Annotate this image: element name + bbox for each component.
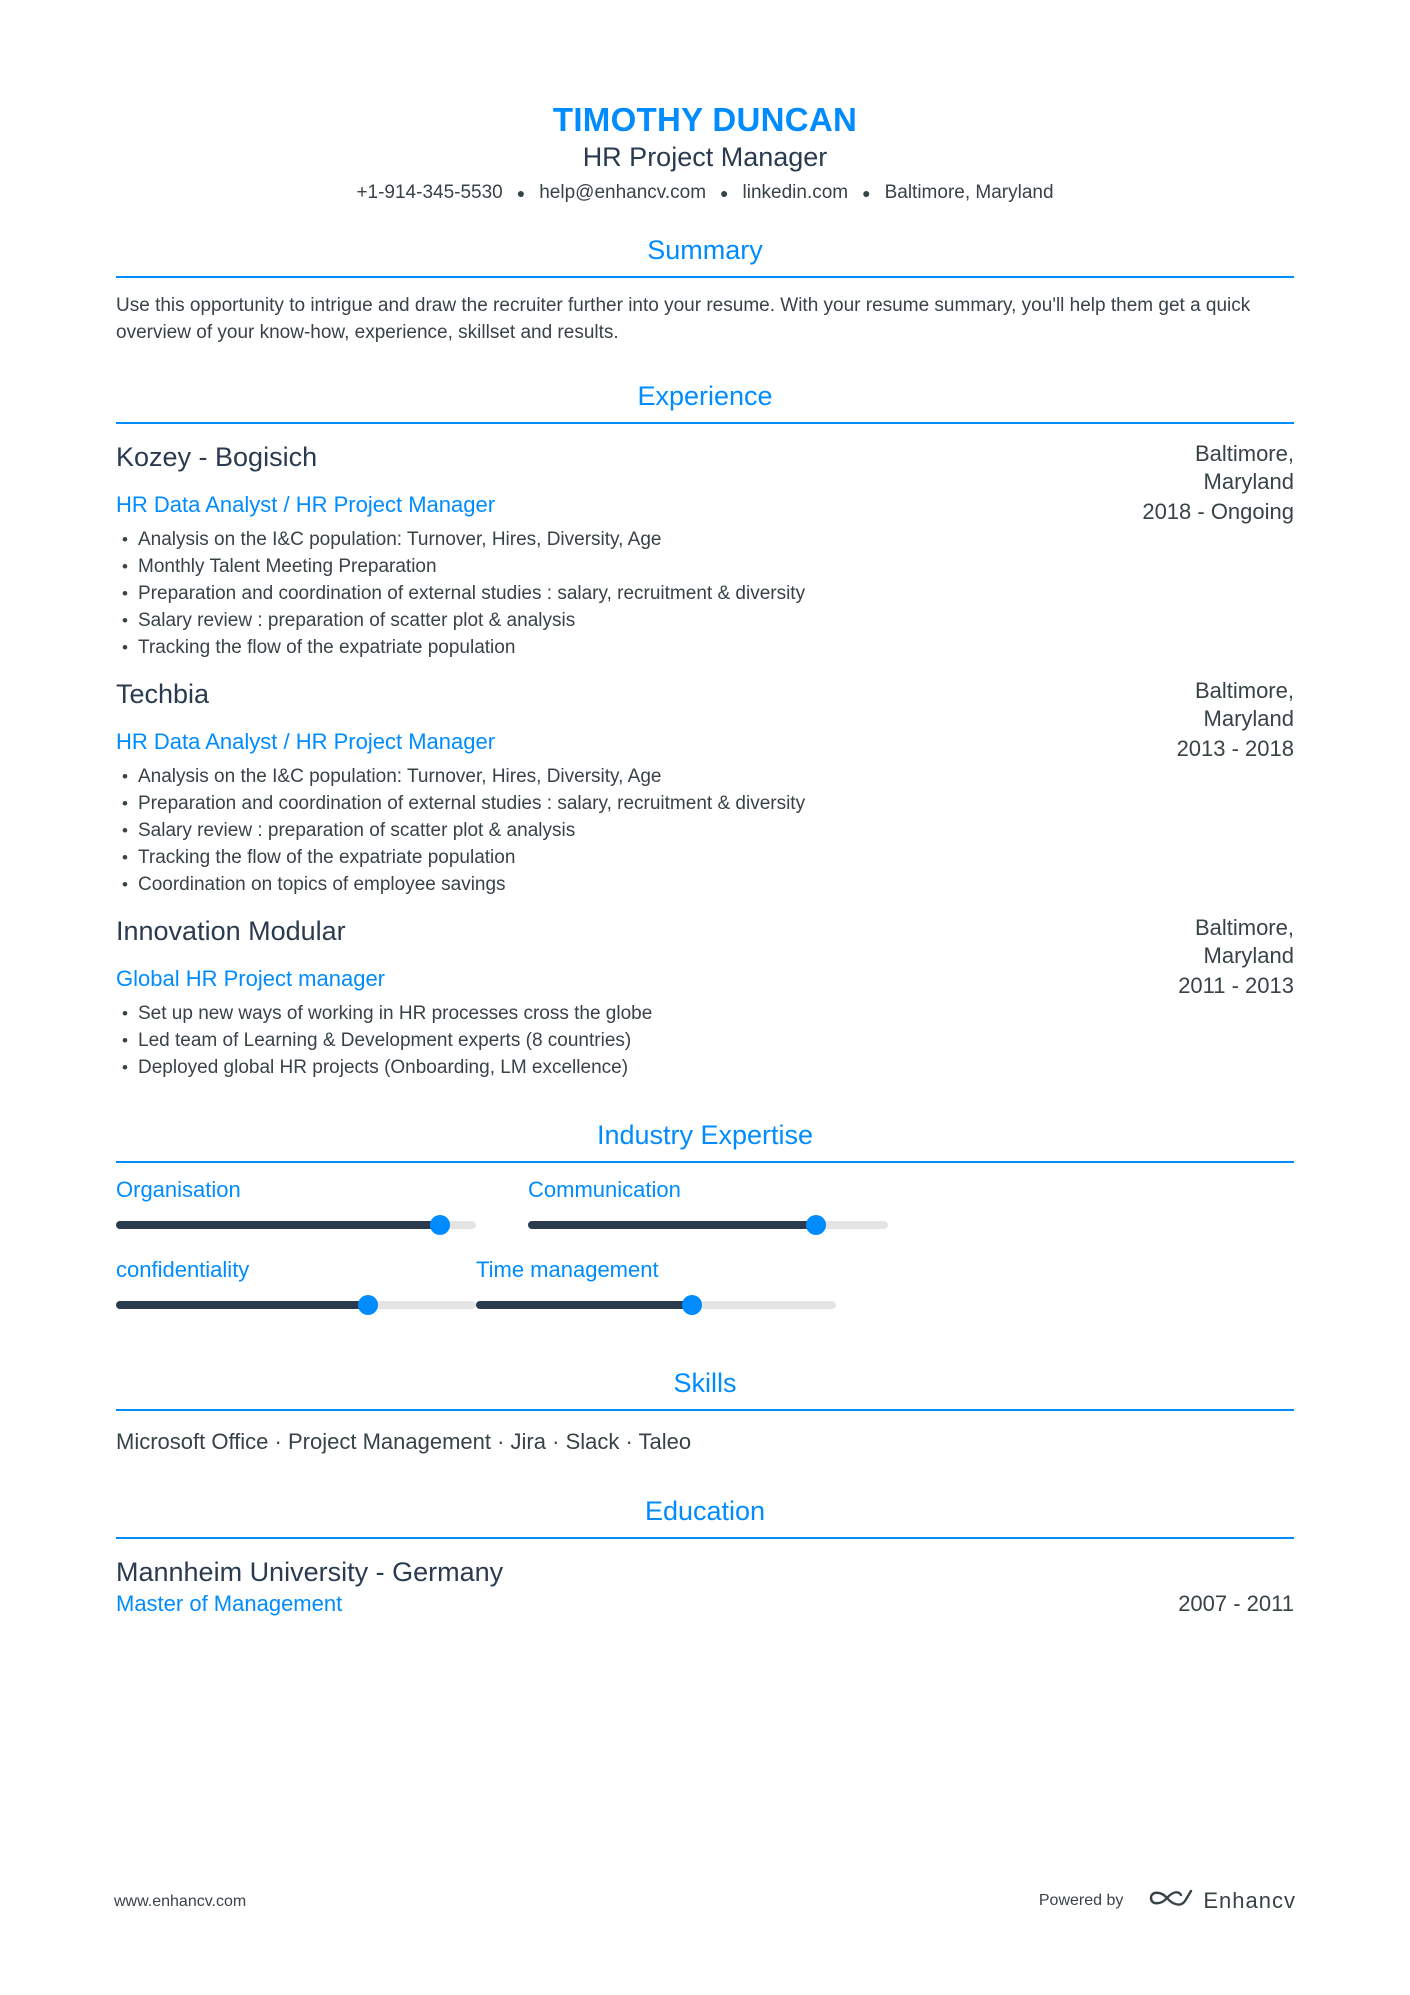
expertise-slider-knob — [358, 1295, 378, 1315]
contact-line — [116, 180, 1294, 206]
bullet-icon: • — [122, 821, 128, 841]
section-divider — [116, 422, 1294, 424]
contact-phone: +1-914-345-5530 — [356, 182, 503, 204]
experience-entry — [116, 677, 1294, 898]
section-divider — [116, 1537, 1294, 1539]
expertise-label: Organisation — [116, 1177, 241, 1203]
job-location-city: Baltimore, — [1194, 915, 1294, 941]
section-divider — [116, 1409, 1294, 1411]
candidate-name: TIMOTHY DUNCAN — [552, 101, 858, 138]
infinity-logo-icon — [1147, 1885, 1195, 1911]
expertise-slider-fill — [528, 1221, 816, 1229]
bullet-icon: • — [122, 638, 128, 658]
expertise-slider-fill — [116, 1221, 440, 1229]
job-title: HR Data Analyst / HR Project Manager — [116, 492, 496, 518]
education-dates: 2007 - 2011 — [1178, 1591, 1294, 1617]
degree-name: Master of Management — [116, 1591, 343, 1617]
expertise-label: confidentiality — [116, 1257, 250, 1283]
summary-text: Use this opportunity to intrigue and draw the recruiter further into your resume. With your resume summary, you'll help them get a quick overview of your know-how, experience, skillset and results. — [116, 295, 1251, 344]
list-item — [116, 817, 1294, 844]
job-title: Global HR Project manager — [116, 966, 386, 992]
skills-list: Microsoft Office · Project Management · Jira · Slack · Taleo — [116, 1429, 692, 1455]
bullet-icon: • — [122, 848, 128, 868]
candidate-role: HR Project Manager — [582, 142, 828, 172]
experience-entry — [116, 914, 1294, 1081]
section-title-skills: Skills — [673, 1368, 737, 1399]
list-item — [116, 790, 1294, 817]
bullet-icon: • — [122, 1058, 128, 1078]
bullet-text: Analysis on the I&C population: Turnover, Hires, Diversity, Age — [138, 766, 662, 788]
bullet-icon: • — [122, 767, 128, 787]
contact-email[interactable]: help@enhancv.com — [539, 182, 707, 204]
job-location-state: Maryland — [1203, 469, 1294, 495]
bullet-text: Analysis on the I&C population: Turnover, Hires, Diversity, Age — [138, 529, 662, 551]
contact-location: Baltimore, Maryland — [884, 182, 1054, 204]
expertise-slider-track — [116, 1221, 476, 1229]
expertise-label: Time management — [476, 1257, 659, 1283]
bullet-text: Salary review : preparation of scatter plot & analysis — [138, 820, 576, 842]
job-location-city: Baltimore, — [1194, 678, 1294, 704]
section-title-education: Education — [644, 1496, 766, 1527]
expertise-slider-fill — [116, 1301, 368, 1309]
bullet-text: Preparation and coordination of external studies : salary, recruitment & diversity — [138, 793, 806, 815]
section-title-expertise: Industry Expertise — [596, 1120, 814, 1151]
skill-tag: Microsoft Office — [116, 1429, 269, 1455]
section-title-summary: Summary — [647, 235, 763, 266]
job-bullets — [116, 526, 1294, 661]
bullet-text: Tracking the flow of the expatriate population — [138, 847, 516, 869]
list-item — [116, 763, 1294, 790]
job-dates: 2013 - 2018 — [1176, 736, 1294, 762]
expertise-grid — [116, 1175, 1294, 1335]
company-name: Kozey - Bogisich — [116, 442, 318, 473]
bullet-text: Tracking the flow of the expatriate population — [138, 637, 516, 659]
bullet-icon: • — [122, 1004, 128, 1024]
section-title-experience: Experience — [637, 381, 773, 412]
section-divider — [116, 276, 1294, 278]
section-divider — [116, 1161, 1294, 1163]
list-item — [116, 607, 1294, 634]
job-dates: 2011 - 2013 — [1178, 973, 1294, 999]
job-meta — [1178, 914, 1294, 1000]
bullet-icon: • — [122, 1031, 128, 1051]
experience-entry — [116, 440, 1294, 661]
list-item — [116, 526, 1294, 553]
bullet-text: Coordination on topics of employee savings — [138, 874, 506, 896]
bullet-text: Monthly Talent Meeting Preparation — [138, 556, 437, 578]
job-dates: 2018 - Ongoing — [1142, 499, 1294, 525]
bullet-icon: • — [122, 584, 128, 604]
bullet-text: Set up new ways of working in HR processes cross the globe — [138, 1003, 653, 1025]
separator-dot-icon: ● — [720, 185, 729, 201]
bullet-text: Preparation and coordination of external studies : salary, recruitment & diversity — [138, 583, 806, 605]
page-footer — [114, 1885, 1296, 1915]
expertise-item — [476, 1255, 836, 1309]
expertise-slider-track — [476, 1301, 836, 1309]
expertise-item — [116, 1175, 476, 1229]
expertise-slider-knob — [682, 1295, 702, 1315]
bullet-icon: • — [122, 875, 128, 895]
list-item — [116, 844, 1294, 871]
resume-header — [116, 100, 1294, 206]
brand-name[interactable]: Enhancv — [1203, 1887, 1296, 1913]
footer-branding — [1039, 1885, 1296, 1916]
job-meta — [1142, 440, 1294, 526]
bullet-text: Deployed global HR projects (Onboarding, LM excellence) — [138, 1057, 629, 1079]
job-bullets — [116, 763, 1294, 898]
expertise-label: Communication — [528, 1177, 681, 1203]
school-name: Mannheim University - Germany — [116, 1557, 504, 1588]
job-bullets — [116, 1000, 1294, 1081]
bullet-icon: • — [122, 611, 128, 631]
separator-dot-icon: ● — [862, 185, 871, 201]
expertise-item — [116, 1255, 476, 1309]
job-location-state: Maryland — [1203, 943, 1294, 969]
company-name: Techbia — [116, 679, 210, 710]
skill-tag: Taleo — [638, 1429, 692, 1455]
job-title: HR Data Analyst / HR Project Manager — [116, 729, 496, 755]
list-item — [116, 1027, 1294, 1054]
skill-tag: Slack — [565, 1429, 620, 1455]
list-item — [116, 580, 1294, 607]
job-location-city: Baltimore, — [1194, 441, 1294, 467]
bullet-icon: • — [122, 794, 128, 814]
footer-website[interactable]: www.enhancv.com — [114, 1893, 247, 1910]
separator-dot-icon: ● — [516, 185, 526, 201]
education-entry — [116, 1555, 1294, 1619]
skill-tag: Jira — [510, 1429, 546, 1455]
bullet-icon: • — [122, 557, 128, 577]
bullet-text: Salary review : preparation of scatter plot & analysis — [138, 610, 576, 632]
list-item — [116, 553, 1294, 580]
expertise-slider-knob — [806, 1215, 826, 1235]
expertise-slider-fill — [476, 1301, 692, 1309]
expertise-slider-track — [528, 1221, 888, 1229]
job-location-state: Maryland — [1203, 706, 1294, 732]
contact-linkedin[interactable]: linkedin.com — [742, 182, 849, 204]
enhancv-logo-icon — [1147, 1885, 1195, 1916]
company-name: Innovation Modular — [116, 916, 346, 947]
list-item — [116, 871, 1294, 898]
list-item — [116, 634, 1294, 661]
skill-tag: Project Management — [287, 1429, 491, 1455]
expertise-item — [528, 1175, 888, 1229]
expertise-slider-knob — [430, 1215, 450, 1235]
bullet-icon: • — [122, 530, 128, 550]
powered-by-label: Powered by — [1038, 1891, 1124, 1909]
expertise-slider-track — [116, 1301, 476, 1309]
list-item — [116, 1054, 1294, 1081]
list-item — [116, 1000, 1294, 1027]
bullet-text: Led team of Learning & Development experts (8 countries) — [138, 1030, 632, 1052]
job-meta — [1177, 677, 1294, 763]
